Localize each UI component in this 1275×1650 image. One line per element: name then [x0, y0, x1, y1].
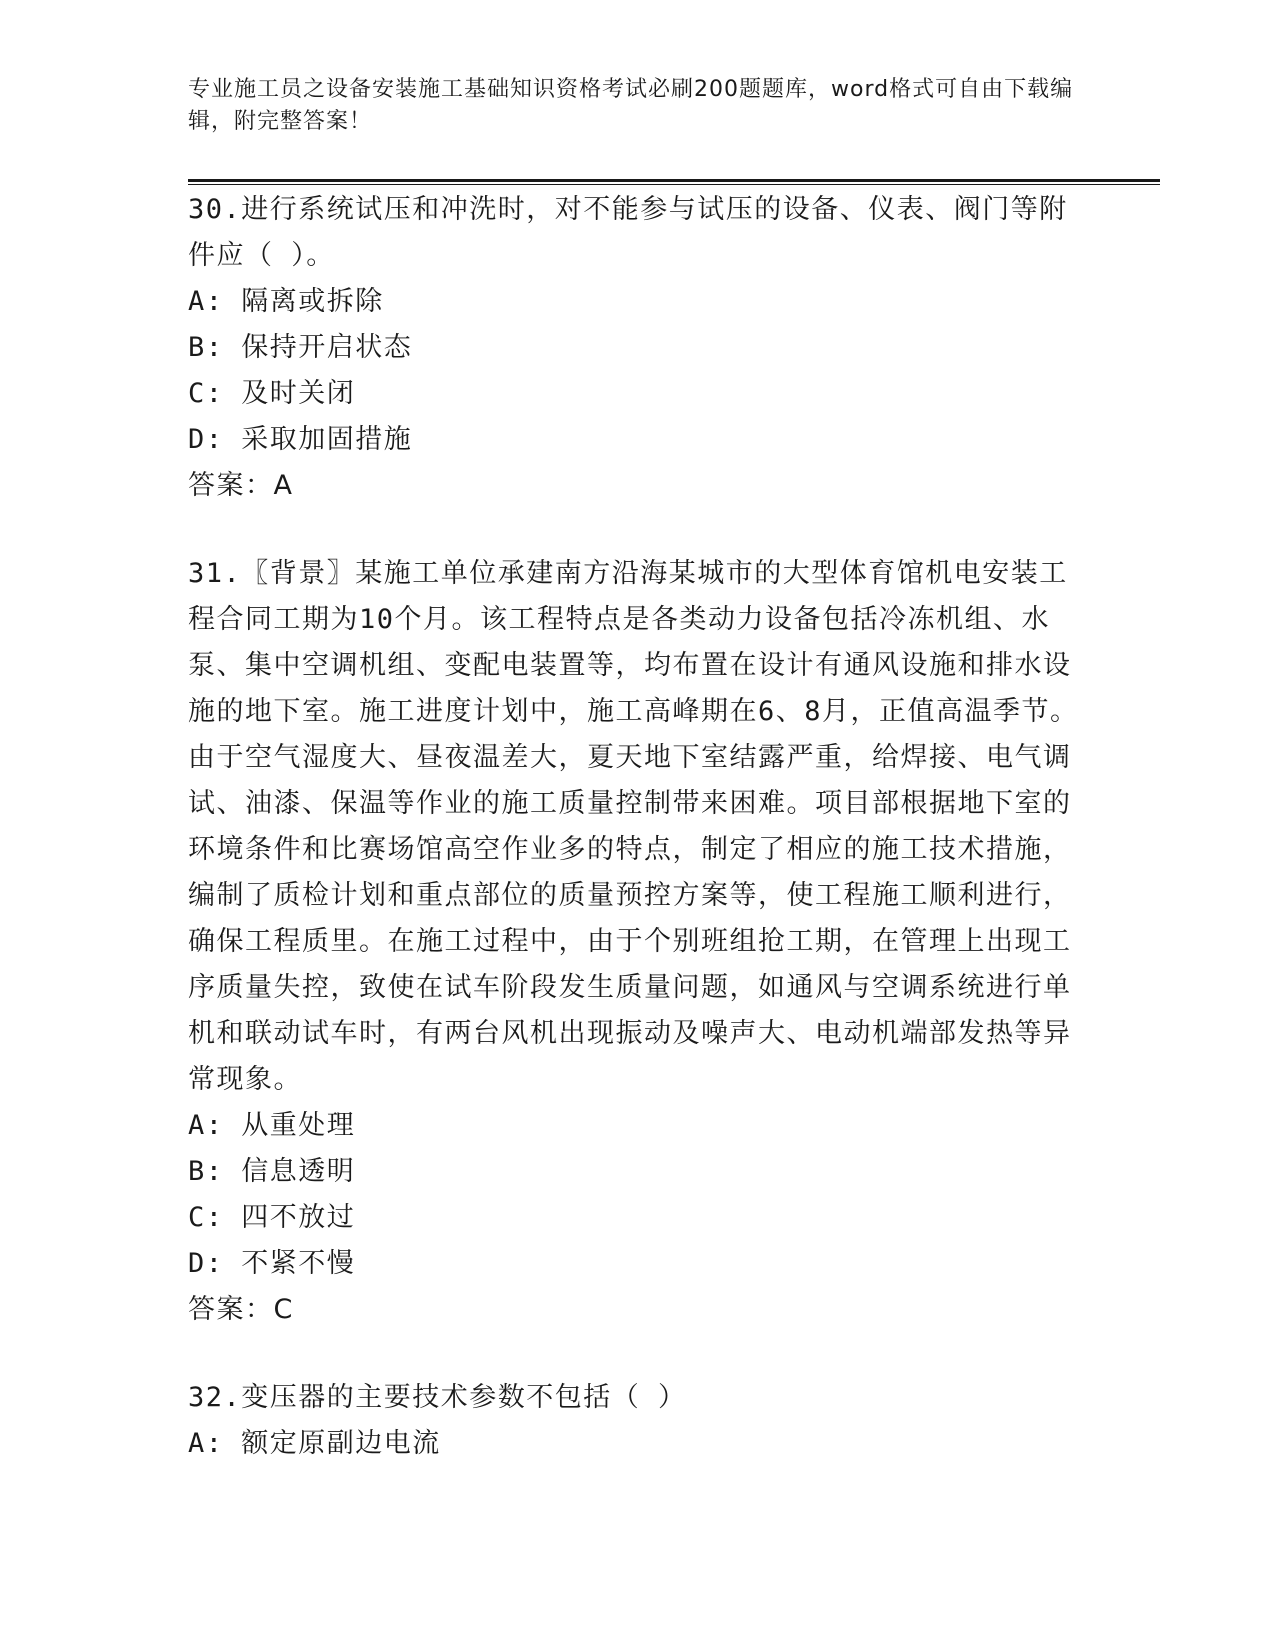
question-32 [188, 1375, 1088, 1467]
question-stem: 32.变压器的主要技术参数不包括（ ） [188, 1382, 687, 1413]
header-divider-thick [188, 179, 1160, 182]
option-a: A: 额定原副边电流 [188, 1428, 441, 1459]
header-divider-thin [188, 184, 1160, 185]
option-b: B: 信息透明 [188, 1156, 356, 1187]
question-stem: 31.〖背景〗某施工单位承建南方沿海某城市的大型体育馆机电安装工程合同工期为10个月。该工程特点是各类动力设备包括冷冻机组、水泵、集中空调机组、变配电装置等，均布置在设计有通风设施和排水设施的地下室。施工进度计划中，施工高峰期在6、8月，正值高温季节。由于空气湿度大、昼夜温差大，夏天地下室结露严重，给焊接、电气调试、油漆、保温等作业的施工质量控制带来困难。项目部根据地下室的环境条件和比赛场馆高空作业多的特点，制定了相应的施工技术措施，编制了质检计划和重点部位的质量预控方案等，使工程施工顺利进行，确保工程质里。在施工过程中，由于个别班组抢工期，在管理上出现工序质量失控，致使在试车阶段发生质量问题，如通风与空调系统进行单机和联动试车时，有两台风机出现振动及噪声大、电动机端部发热等异常现象。 [188, 558, 1079, 1095]
option-d: D: 采取加固措施 [188, 424, 413, 455]
option-a: A: 从重处理 [188, 1110, 356, 1141]
answer-line: 答案：C [188, 1294, 294, 1325]
question-stem: 30.进行系统试压和冲洗时，对不能参与试压的设备、仪表、阀门等附件应（ ）。 [188, 194, 1068, 271]
document-header: 专业施工员之设备安装施工基础知识资格考试必刷200题题库，word格式可自由下载编辑，附完整答案！ [188, 77, 1074, 134]
question-31 [188, 551, 1088, 1333]
option-c: C: 及时关闭 [188, 378, 356, 409]
question-list [188, 187, 1088, 1509]
question-30 [188, 187, 1088, 509]
option-d: D: 不紧不慢 [188, 1248, 356, 1279]
option-a: A: 隔离或拆除 [188, 286, 384, 317]
option-b: B: 保持开启状态 [188, 332, 413, 363]
option-c: C: 四不放过 [188, 1202, 356, 1233]
answer-line: 答案：A [188, 470, 294, 501]
